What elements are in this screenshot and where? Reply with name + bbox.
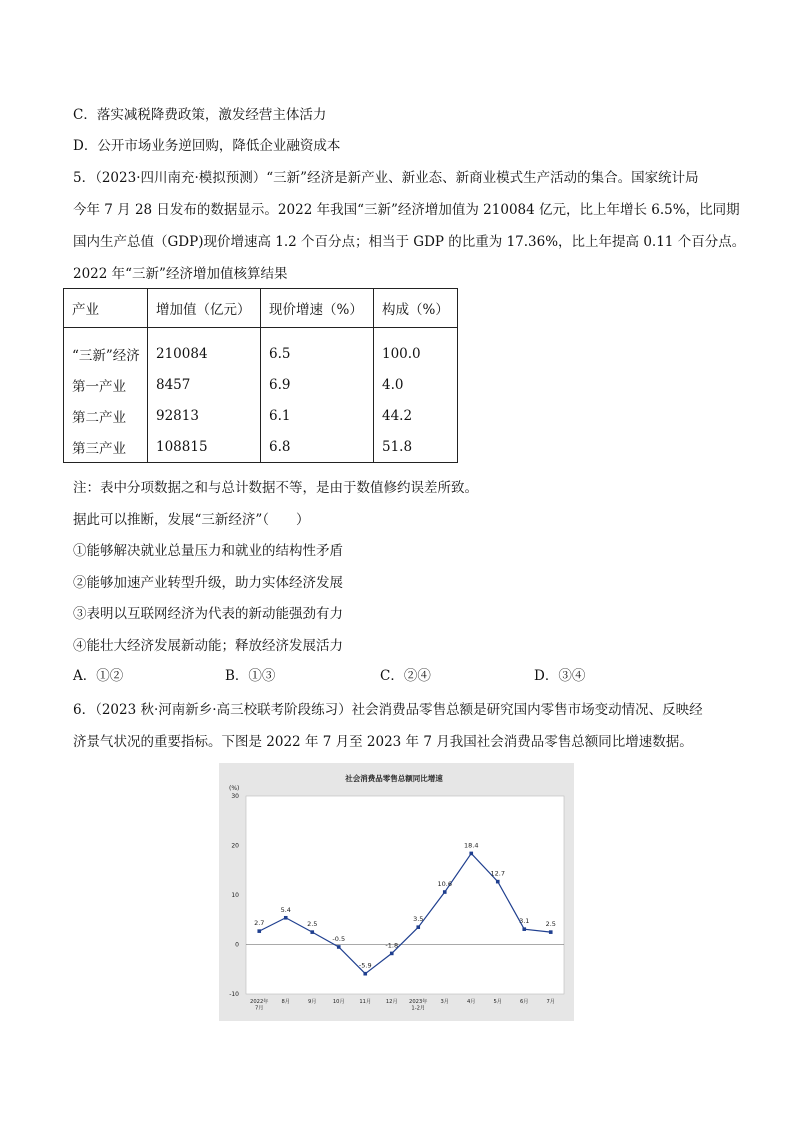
data-label: -1.8 [385, 941, 399, 950]
statement-1: ①能够解决就业总量压力和就业的结构性矛盾 [73, 543, 343, 559]
table-row [64, 328, 458, 370]
q5-text-line2: 今年 7 月 28 日发布的数据显示。2022 年我国“三新”经济增加值为 210084 亿元，比上年增长 6.5%，比同期 [73, 202, 740, 218]
table-row [64, 431, 458, 463]
data-label: 3.5 [413, 915, 424, 924]
data-label: 18.4 [464, 841, 479, 850]
y-tick-label: 10 [231, 892, 239, 899]
x-tick-label: 4月 [467, 999, 476, 1005]
q6-text-line2: 济景气状况的重要指标。下图是 2022 年 7 月至 2023 年 7 月我国社会消费品零售总额同比增速数据。 [73, 734, 693, 750]
data-point [257, 929, 261, 933]
statement-4: ④能壮大经济发展新动能；释放经济发展活力 [73, 638, 343, 654]
option-c: C．落实减税降费政策，激发经营主体活力 [73, 107, 327, 123]
data-point [284, 916, 288, 920]
table-cell: “三新”经济 [64, 328, 148, 370]
choice-d: D．③④ [534, 668, 586, 684]
table-row [64, 400, 458, 431]
data-label: 2.5 [307, 920, 318, 929]
data-point [522, 927, 526, 931]
choice-b: B．①③ [225, 668, 276, 684]
data-label: -5.9 [358, 961, 372, 970]
option-d: D．公开市场业务逆回购，降低企业融资成本 [73, 138, 341, 154]
statement-3: ③表明以互联网经济为代表的新动能强劲有力 [73, 606, 343, 622]
y-tick-label: 30 [231, 793, 239, 800]
data-label: 12.7 [490, 869, 505, 878]
table-note: 注：表中分项数据之和与总计数据不等，是由于数值修约误差所致。 [73, 480, 478, 496]
table-cell: 6.1 [261, 400, 374, 431]
table-header-cell: 产业 [64, 289, 148, 328]
data-point [549, 930, 553, 934]
x-tick-label: 12月 [385, 999, 398, 1005]
x-tick-label: 2023年 1-2月 [409, 999, 428, 1012]
q5-text-line3: 国内生产总值（GDP)现价增速高 1.2 个百分点；相当于 GDP 的比重为 17.36%，比上年提高 0.11 个百分点。 [73, 234, 746, 250]
x-tick-label: 7月 [546, 999, 555, 1005]
y-tick-label: 20 [231, 842, 239, 850]
table-cell: 6.5 [261, 328, 374, 370]
table-cell: 6.9 [261, 369, 374, 400]
table-cell: 92813 [148, 400, 261, 431]
data-point [496, 880, 500, 884]
table-cell: 51.8 [374, 431, 458, 463]
chart-svg [219, 763, 574, 1021]
choice-a: A．①② [73, 668, 124, 684]
table-cell: 108815 [148, 431, 261, 463]
data-label: 10.6 [437, 880, 452, 889]
x-tick-label: 2022年 7月 [250, 999, 269, 1012]
choice-c: C．②④ [380, 668, 431, 684]
data-point [443, 890, 447, 894]
q5-text-line1: 5．（2023·四川南充·模拟预测）“三新”经济是新产业、新业态、新商业模式生产活动的集合。国家统计局 [73, 170, 699, 186]
chart-title: 社会消费品零售总额同比增速 [345, 774, 443, 783]
data-point [416, 925, 420, 929]
answer-choices [73, 664, 733, 684]
data-point [337, 945, 341, 949]
x-tick-label: 11月 [359, 999, 372, 1005]
table-cell: 44.2 [374, 400, 458, 431]
plot-area [246, 796, 564, 994]
x-tick-label: 9月 [308, 999, 317, 1005]
table-header-row [64, 289, 458, 328]
statement-2: ②能够加速产业转型升级，助力实体经济发展 [73, 575, 343, 591]
y-tick-label: -10 [229, 991, 239, 998]
table-header-cell: 构成（%） [374, 289, 458, 328]
data-point [390, 952, 394, 956]
x-tick-label: 10月 [332, 999, 345, 1005]
table-header-cell: 增加值（亿元） [148, 289, 261, 328]
table-row [64, 369, 458, 400]
table-cell: 6.8 [261, 431, 374, 463]
table-header-cell: 现价增速（%） [261, 289, 374, 328]
y-tick-label: 0 [235, 941, 239, 949]
x-tick-label: 6月 [520, 999, 529, 1005]
data-label: 3.1 [519, 917, 530, 926]
data-label: 2.5 [545, 920, 556, 929]
table-cell: 第二产业 [64, 400, 148, 431]
data-label: 2.7 [254, 919, 265, 928]
table-cell: 210084 [148, 328, 261, 370]
x-tick-label: 5月 [493, 999, 502, 1005]
data-point [469, 852, 473, 856]
data-table [63, 288, 458, 463]
line-chart [219, 763, 574, 1021]
data-point [363, 972, 367, 976]
table-cell: 第一产业 [64, 369, 148, 400]
data-label: 5.4 [280, 905, 291, 914]
q6-text-line1: 6．（2023 秋·河南新乡·高三校联考阶段练习）社会消费品零售总额是研究国内零售市场变动情况、反映经 [73, 702, 703, 718]
question-stem: 据此可以推断，发展“三新经济”（ ） [73, 512, 310, 528]
table-cell: 8457 [148, 369, 261, 400]
data-point [310, 930, 314, 934]
table-title: 2022 年“三新”经济增加值核算结果 [73, 266, 288, 282]
data-label: -0.5 [332, 934, 346, 943]
x-tick-label: 8月 [281, 999, 290, 1005]
y-axis-unit: (%) [229, 785, 240, 792]
table-cell: 4.0 [374, 369, 458, 400]
x-tick-label: 3月 [440, 999, 449, 1005]
table-cell: 第三产业 [64, 431, 148, 463]
table-cell: 100.0 [374, 328, 458, 370]
